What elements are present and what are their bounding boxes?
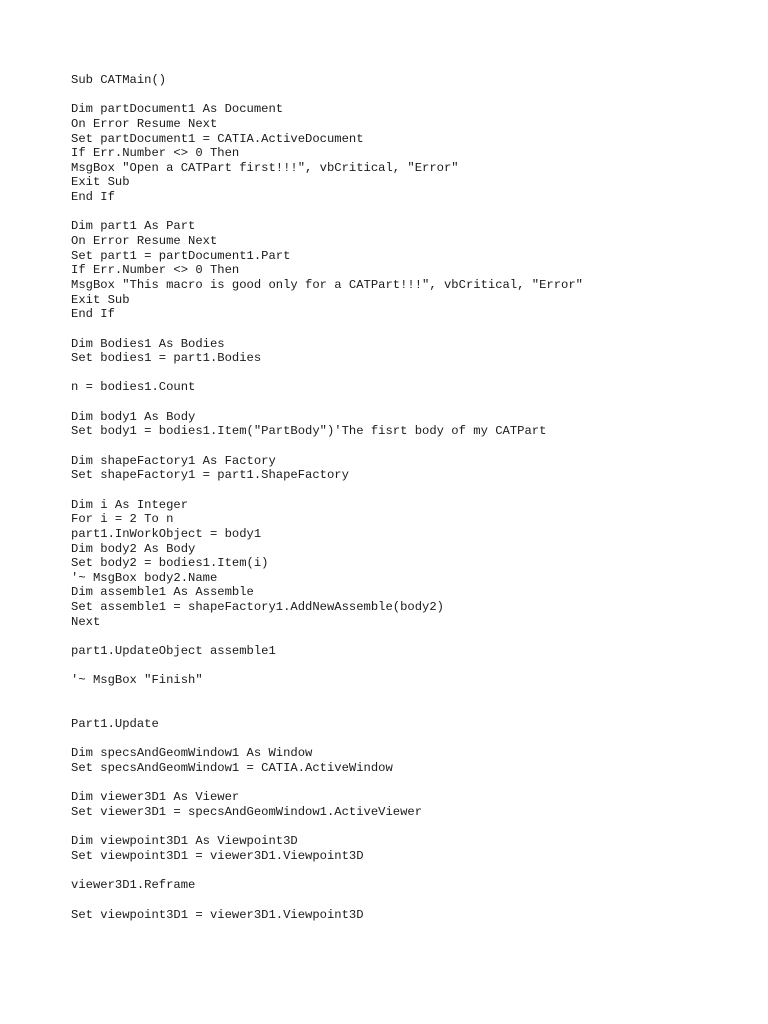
code-line: Set viewer3D1 = specsAndGeomWindow1.ActiveViewer <box>71 805 423 820</box>
code-line: Dim part1 As Part <box>71 219 196 234</box>
code-line: Dim assemble1 As Assemble <box>71 585 254 600</box>
code-line <box>71 776 583 791</box>
code-line: Set bodies1 = part1.Bodies <box>71 351 262 366</box>
code-line: Dim viewer3D1 As Viewer <box>71 790 240 805</box>
code-line: Set body2 = bodies1.Item(i) <box>71 556 269 571</box>
code-line: Set assemble1 = shapeFactory1.AddNewAssemble(body2) <box>71 600 444 615</box>
code-line: On Error Resume Next <box>71 234 218 249</box>
code-line: For i = 2 To n <box>71 512 174 527</box>
code-line: Part1.Update <box>71 717 159 732</box>
code-line: part1.UpdateObject assemble1 <box>71 643 276 658</box>
code-line <box>71 322 583 337</box>
code-line <box>71 820 583 835</box>
code-line: '~ MsgBox "Finish" <box>71 673 203 688</box>
code-line: Next <box>71 614 101 629</box>
code-line <box>71 893 583 908</box>
code-line: Set viewpoint3D1 = viewer3D1.Viewpoint3D <box>71 907 364 922</box>
code-line: Set specsAndGeomWindow1 = CATIA.ActiveWindow <box>71 761 393 776</box>
code-line: Dim shapeFactory1 As Factory <box>71 453 276 468</box>
code-line: If Err.Number <> 0 Then <box>71 146 240 161</box>
code-line <box>71 88 583 103</box>
code-line: MsgBox "Open a CATPart first!!!", vbCritical, "Error" <box>71 160 459 175</box>
code-line: Dim body1 As Body <box>71 409 196 424</box>
code-line: '~ MsgBox body2.Name <box>71 570 218 585</box>
code-line <box>71 732 583 747</box>
code-line: If Err.Number <> 0 Then <box>71 263 240 278</box>
code-listing <box>71 73 583 922</box>
code-line: Set viewpoint3D1 = viewer3D1.Viewpoint3D <box>71 848 364 863</box>
code-line: End If <box>71 307 115 322</box>
code-line: part1.InWorkObject = body1 <box>71 526 262 541</box>
code-line: MsgBox "This macro is good only for a CATPart!!!", vbCritical, "Error" <box>71 277 583 292</box>
code-line: Dim partDocument1 As Document <box>71 102 284 117</box>
code-line: Set partDocument1 = CATIA.ActiveDocument <box>71 131 364 146</box>
code-line: Dim body2 As Body <box>71 541 196 556</box>
code-line: Dim i As Integer <box>71 497 189 512</box>
code-line: Set body1 = bodies1.Item("PartBody")'The fisrt body of my CATPart <box>71 424 547 439</box>
code-line <box>71 864 583 879</box>
code-line: On Error Resume Next <box>71 116 218 131</box>
code-line: Exit Sub <box>71 175 130 190</box>
code-line: Set shapeFactory1 = part1.ShapeFactory <box>71 468 349 483</box>
code-line: viewer3D1.Reframe <box>71 878 196 893</box>
code-line: n = bodies1.Count <box>71 380 196 395</box>
code-line <box>71 659 583 674</box>
code-line: Sub CATMain() <box>71 73 167 87</box>
code-line <box>71 688 583 703</box>
code-line <box>71 395 583 410</box>
code-line: Exit Sub <box>71 292 130 307</box>
code-line <box>71 205 583 220</box>
code-line <box>71 366 583 381</box>
code-line <box>71 629 583 644</box>
code-line: Dim Bodies1 As Bodies <box>71 336 225 351</box>
code-line <box>71 703 583 718</box>
code-line: Dim viewpoint3D1 As Viewpoint3D <box>71 834 298 849</box>
code-line: Set part1 = partDocument1.Part <box>71 248 291 263</box>
code-line <box>71 483 583 498</box>
code-line: End If <box>71 190 115 205</box>
code-line <box>71 439 583 454</box>
code-line: Dim specsAndGeomWindow1 As Window <box>71 746 313 761</box>
